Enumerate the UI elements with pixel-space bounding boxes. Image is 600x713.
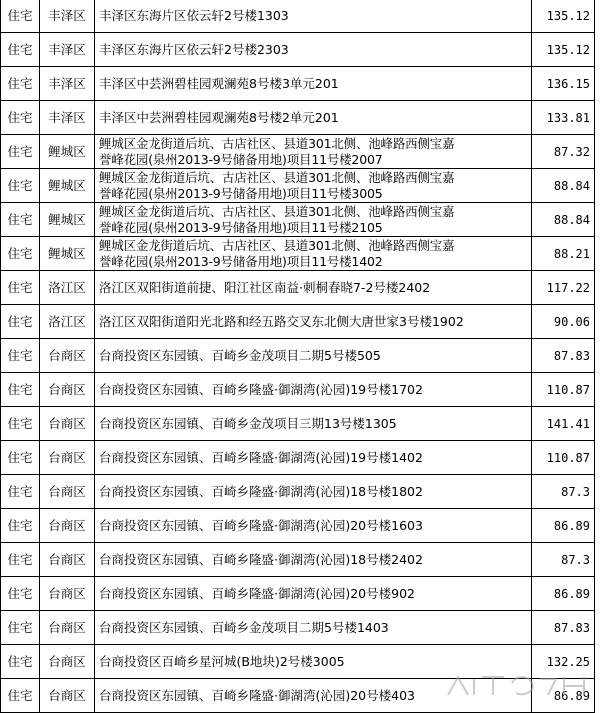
district-cell: 丰泽区 (40, 67, 95, 101)
address-cell: 洛江区双阳街道前捷、阳江社区南益·刺桐春晓7-2号楼2402 (95, 271, 532, 305)
district-cell: 洛江区 (40, 271, 95, 305)
district-cell: 丰泽区 (40, 101, 95, 135)
address-line: 鲤城区金龙街道后坑、古店社区、县道301北侧、池峰路西侧宝嘉 (99, 169, 455, 185)
address-cell: 台商投资区东园镇、百崎乡金茂项目二期5号楼505 (95, 339, 532, 373)
address-cell: 台商投资区东园镇、百崎乡隆盛·御湖湾(沁园)20号楼403 (95, 679, 532, 713)
property-type-cell: 住宅 (1, 135, 40, 169)
area-cell: 110.87 (532, 373, 595, 407)
address-cell: 丰泽区中芸洲碧桂园观澜苑8号楼2单元201 (95, 101, 532, 135)
table-row (1, 203, 595, 237)
table-row (1, 135, 595, 169)
district-cell: 鲤城区 (40, 237, 95, 271)
area-cell: 117.22 (532, 271, 595, 305)
property-type-cell: 住宅 (1, 679, 40, 713)
district-cell: 台商区 (40, 373, 95, 407)
area-cell: 86.89 (532, 577, 595, 611)
address-line: 鲤城区金龙街道后坑、古店社区、县道301北侧、池峰路西侧宝嘉 (99, 135, 455, 151)
area-cell: 132.25 (532, 645, 595, 679)
area-cell: 86.89 (532, 509, 595, 543)
area-cell: 88.84 (532, 169, 595, 203)
property-type-cell: 住宅 (1, 169, 40, 203)
address-cell: 丰泽区中芸洲碧桂园观澜苑8号楼3单元201 (95, 67, 532, 101)
table-row (1, 645, 595, 679)
district-cell: 丰泽区 (40, 33, 95, 67)
table-row (1, 0, 595, 33)
district-cell: 台商区 (40, 339, 95, 373)
property-type-cell: 住宅 (1, 203, 40, 237)
table-row (1, 67, 595, 101)
table-row (1, 339, 595, 373)
address-line: 誉峰花园(泉州2013-9号储备用地)项目11号楼1402 (99, 253, 383, 269)
area-cell: 136.15 (532, 67, 595, 101)
address-cell: 台商投资区东园镇、百崎乡金茂项目三期13号楼1305 (95, 407, 532, 441)
district-cell: 台商区 (40, 577, 95, 611)
table-row (1, 373, 595, 407)
address-cell (95, 135, 532, 169)
property-type-cell: 住宅 (1, 67, 40, 101)
address-cell: 台商投资区百崎乡星河城(B地块)2号楼3005 (95, 645, 532, 679)
table-row (1, 101, 595, 135)
property-type-cell: 住宅 (1, 0, 40, 33)
table-row (1, 475, 595, 509)
area-cell: 87.83 (532, 339, 595, 373)
address-line: 誉峰花园(泉州2013-9号储备用地)项目11号楼2105 (99, 219, 383, 235)
district-cell: 鲤城区 (40, 135, 95, 169)
table-row (1, 543, 595, 577)
district-cell: 台商区 (40, 645, 95, 679)
address-cell: 台商投资区东园镇、百崎乡隆盛·御湖湾(沁园)19号楼1702 (95, 373, 532, 407)
address-cell: 丰泽区东海片区依云轩2号楼1303 (95, 0, 532, 33)
district-cell: 台商区 (40, 441, 95, 475)
address-cell: 台商投资区东园镇、百崎乡隆盛·御湖湾(沁园)18号楼1802 (95, 475, 532, 509)
district-cell: 台商区 (40, 509, 95, 543)
area-cell: 135.12 (532, 33, 595, 67)
district-cell: 台商区 (40, 611, 95, 645)
property-type-cell: 住宅 (1, 33, 40, 67)
area-cell: 90.06 (532, 305, 595, 339)
property-type-cell: 住宅 (1, 339, 40, 373)
table-row (1, 33, 595, 67)
area-cell: 133.81 (532, 101, 595, 135)
district-cell: 丰泽区 (40, 0, 95, 33)
property-type-cell: 住宅 (1, 305, 40, 339)
property-type-cell: 住宅 (1, 373, 40, 407)
area-cell: 88.84 (532, 203, 595, 237)
district-cell: 台商区 (40, 543, 95, 577)
district-cell: 台商区 (40, 407, 95, 441)
address-cell: 台商投资区东园镇、百崎乡隆盛·御湖湾(沁园)19号楼1402 (95, 441, 532, 475)
address-cell (95, 237, 532, 271)
table-row (1, 577, 595, 611)
area-cell: 88.21 (532, 237, 595, 271)
area-cell: 86.89 (532, 679, 595, 713)
address-cell: 台商投资区东园镇、百崎乡隆盛·御湖湾(沁园)20号楼1603 (95, 509, 532, 543)
district-cell: 台商区 (40, 475, 95, 509)
table-row (1, 305, 595, 339)
address-line: 誉峰花园(泉州2013-9号储备用地)项目11号楼2007 (99, 151, 383, 167)
table-row (1, 679, 595, 713)
property-type-cell: 住宅 (1, 509, 40, 543)
property-type-cell: 住宅 (1, 101, 40, 135)
table-row (1, 237, 595, 271)
property-type-cell: 住宅 (1, 407, 40, 441)
address-cell: 丰泽区东海片区依云轩2号楼2303 (95, 33, 532, 67)
area-cell: 87.83 (532, 611, 595, 645)
district-cell: 台商区 (40, 679, 95, 713)
table-row (1, 271, 595, 305)
table-row (1, 407, 595, 441)
address-line: 鲤城区金龙街道后坑、古店社区、县道301北侧、池峰路西侧宝嘉 (99, 237, 455, 253)
area-cell: 87.3 (532, 475, 595, 509)
address-line: 誉峰花园(泉州2013-9号储备用地)项目11号楼3005 (99, 185, 383, 201)
property-type-cell: 住宅 (1, 611, 40, 645)
property-type-cell: 住宅 (1, 237, 40, 271)
address-cell: 台商投资区东园镇、百崎乡隆盛·御湖湾(沁园)18号楼2402 (95, 543, 532, 577)
area-cell: 87.32 (532, 135, 595, 169)
area-cell: 110.87 (532, 441, 595, 475)
property-table-body (1, 0, 595, 713)
table-row (1, 441, 595, 475)
table-row (1, 169, 595, 203)
district-cell: 洛江区 (40, 305, 95, 339)
district-cell: 鲤城区 (40, 169, 95, 203)
table-row (1, 611, 595, 645)
property-type-cell: 住宅 (1, 645, 40, 679)
property-type-cell: 住宅 (1, 271, 40, 305)
table-row (1, 509, 595, 543)
district-cell: 鲤城区 (40, 203, 95, 237)
address-cell: 洛江区双阳街道阳光北路和经五路交叉东北侧大唐世家3号楼1902 (95, 305, 532, 339)
address-cell: 台商投资区东园镇、百崎乡金茂项目二期5号楼1403 (95, 611, 532, 645)
area-cell: 87.3 (532, 543, 595, 577)
area-cell: 135.12 (532, 0, 595, 33)
property-type-cell: 住宅 (1, 441, 40, 475)
property-type-cell: 住宅 (1, 475, 40, 509)
property-type-cell: 住宅 (1, 577, 40, 611)
address-cell (95, 203, 532, 237)
property-type-cell: 住宅 (1, 543, 40, 577)
address-cell (95, 169, 532, 203)
address-line: 鲤城区金龙街道后坑、古店社区、县道301北侧、池峰路西侧宝嘉 (99, 203, 455, 219)
address-cell: 台商投资区东园镇、百崎乡隆盛·御湖湾(沁园)20号楼902 (95, 577, 532, 611)
area-cell: 141.41 (532, 407, 595, 441)
